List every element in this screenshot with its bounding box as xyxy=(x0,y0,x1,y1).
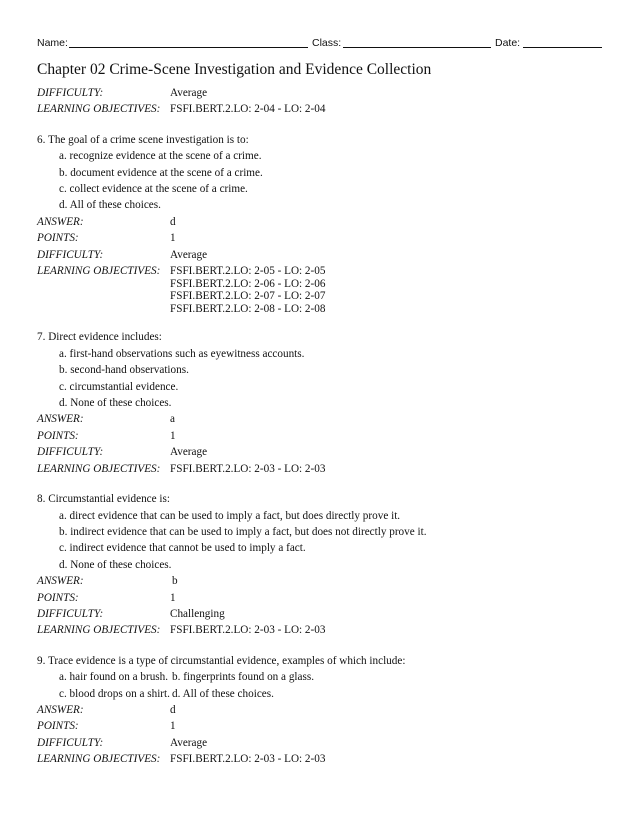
learning-objectives-label: LEARNING OBJECTIVES: xyxy=(37,265,161,278)
points-label: POINTS: xyxy=(37,429,79,442)
difficulty-row xyxy=(37,444,602,460)
answer-option: c. circumstantial evidence. xyxy=(59,380,179,393)
points-row xyxy=(37,718,602,734)
answer-label: ANSWER: xyxy=(37,413,84,426)
difficulty-row xyxy=(37,247,602,263)
difficulty-value: Average xyxy=(170,736,208,749)
answer-option-row xyxy=(37,669,602,685)
answer-value: a xyxy=(170,413,175,426)
points-value: 1 xyxy=(170,232,176,245)
answer-option: d. None of these choices. xyxy=(59,397,172,410)
name-blank-line xyxy=(69,47,308,48)
answer-value: d xyxy=(170,703,176,716)
class-blank-line xyxy=(343,47,491,48)
answer-option: b. fingerprints found on a glass. xyxy=(172,671,314,684)
learning-objectives-label: LEARNING OBJECTIVES: xyxy=(37,753,161,766)
learning-objectives-label: LEARNING OBJECTIVES: xyxy=(37,462,161,475)
difficulty-value: Average xyxy=(170,446,208,459)
answer-option: b. indirect evidence that can be used to imply a fact, but does not directly prove it. xyxy=(59,525,427,538)
difficulty-row xyxy=(37,606,602,622)
points-label: POINTS: xyxy=(37,720,79,733)
answer-option-row xyxy=(37,686,602,702)
name-label: Name: xyxy=(37,37,68,49)
learning-objectives-row xyxy=(37,622,602,638)
learning-objective: FSFI.BERT.2.LO: 2-08 - LO: 2-08 xyxy=(170,302,326,315)
question-text: 7. Direct evidence includes: xyxy=(37,331,162,344)
points-row xyxy=(37,590,602,606)
learning-objective: FSFI.BERT.2.LO: 2-05 - LO: 2-05 xyxy=(170,265,326,278)
answer-option: c. collect evidence at the scene of a crime. xyxy=(59,183,248,196)
answer-label: ANSWER: xyxy=(37,703,84,716)
difficulty-label: DIFFICULTY: xyxy=(37,87,104,99)
points-value: 1 xyxy=(170,429,176,442)
learning-objectives-label: LEARNING OBJECTIVES: xyxy=(37,103,161,116)
difficulty-value: Average xyxy=(170,87,208,99)
answer-value: d xyxy=(170,215,176,228)
answer-option: b. document evidence at the scene of a crime. xyxy=(59,166,263,179)
learning-objectives-list xyxy=(170,265,325,315)
learning-objectives-row xyxy=(37,265,602,315)
answer-option: c. blood drops on a shirt. xyxy=(59,687,170,700)
difficulty-label: DIFFICULTY: xyxy=(37,248,104,261)
learning-objective: FSFI.BERT.2.LO: 2-04 - LO: 2-04 xyxy=(170,103,326,116)
answer-label: ANSWER: xyxy=(37,215,84,228)
question-content xyxy=(37,85,602,768)
worksheet-header xyxy=(37,37,602,51)
learning-objective: FSFI.BERT.2.LO: 2-06 - LO: 2-06 xyxy=(170,277,326,290)
points-row xyxy=(37,428,602,444)
answer-option: d. All of these choices. xyxy=(172,687,274,700)
meta-learning-objectives xyxy=(37,101,602,117)
date-blank-line xyxy=(523,47,602,48)
question-text: 6. The goal of a crime scene investigation is to: xyxy=(37,133,249,146)
answer-option: c. indirect evidence that cannot be used to imply a fact. xyxy=(59,542,306,555)
class-label: Class: xyxy=(312,37,342,49)
answer-option: b. second-hand observations. xyxy=(59,364,189,377)
answer-option: d. All of these choices. xyxy=(59,199,161,212)
answer-row xyxy=(37,214,602,230)
difficulty-row xyxy=(37,735,602,751)
difficulty-label: DIFFICULTY: xyxy=(37,607,104,620)
points-label: POINTS: xyxy=(37,591,79,604)
learning-objectives-row xyxy=(37,751,602,767)
answer-option: d. None of these choices. xyxy=(59,558,172,571)
learning-objective: FSFI.BERT.2.LO: 2-07 - LO: 2-07 xyxy=(170,290,326,303)
difficulty-label: DIFFICULTY: xyxy=(37,446,104,459)
answer-option: a. hair found on a brush. xyxy=(59,671,169,684)
date-label: Date: xyxy=(495,37,521,49)
question-text: 9. Trace evidence is a type of circumstantial evidence, examples of which include: xyxy=(37,654,406,667)
difficulty-value: Challenging xyxy=(170,607,225,620)
answer-row xyxy=(37,573,602,589)
points-label: POINTS: xyxy=(37,232,79,245)
difficulty-value: Average xyxy=(170,248,208,261)
answer-row xyxy=(37,702,602,718)
points-row xyxy=(37,230,602,246)
learning-objectives-label: LEARNING OBJECTIVES: xyxy=(37,624,161,637)
answer-row xyxy=(37,411,602,427)
question-text: 8. Circumstantial evidence is: xyxy=(37,493,170,506)
points-value: 1 xyxy=(170,720,176,733)
learning-objective: FSFI.BERT.2.LO: 2-03 - LO: 2-03 xyxy=(170,624,326,637)
learning-objectives-row xyxy=(37,461,602,477)
difficulty-label: DIFFICULTY: xyxy=(37,736,104,749)
answer-label: ANSWER: xyxy=(37,575,84,588)
meta-difficulty xyxy=(37,85,602,101)
answer-option: a. recognize evidence at the scene of a crime. xyxy=(59,150,262,163)
answer-option: a. direct evidence that can be used to imply a fact, but does directly prove it. xyxy=(59,509,401,522)
answer-value: b xyxy=(172,575,178,588)
learning-objective: FSFI.BERT.2.LO: 2-03 - LO: 2-03 xyxy=(170,753,326,766)
answer-option: a. first-hand observations such as eyewitness accounts. xyxy=(59,347,305,360)
points-value: 1 xyxy=(170,591,176,604)
page-title: Chapter 02 Crime-Scene Investigation and Evidence Collection xyxy=(37,61,432,78)
learning-objective: FSFI.BERT.2.LO: 2-03 - LO: 2-03 xyxy=(170,462,326,475)
